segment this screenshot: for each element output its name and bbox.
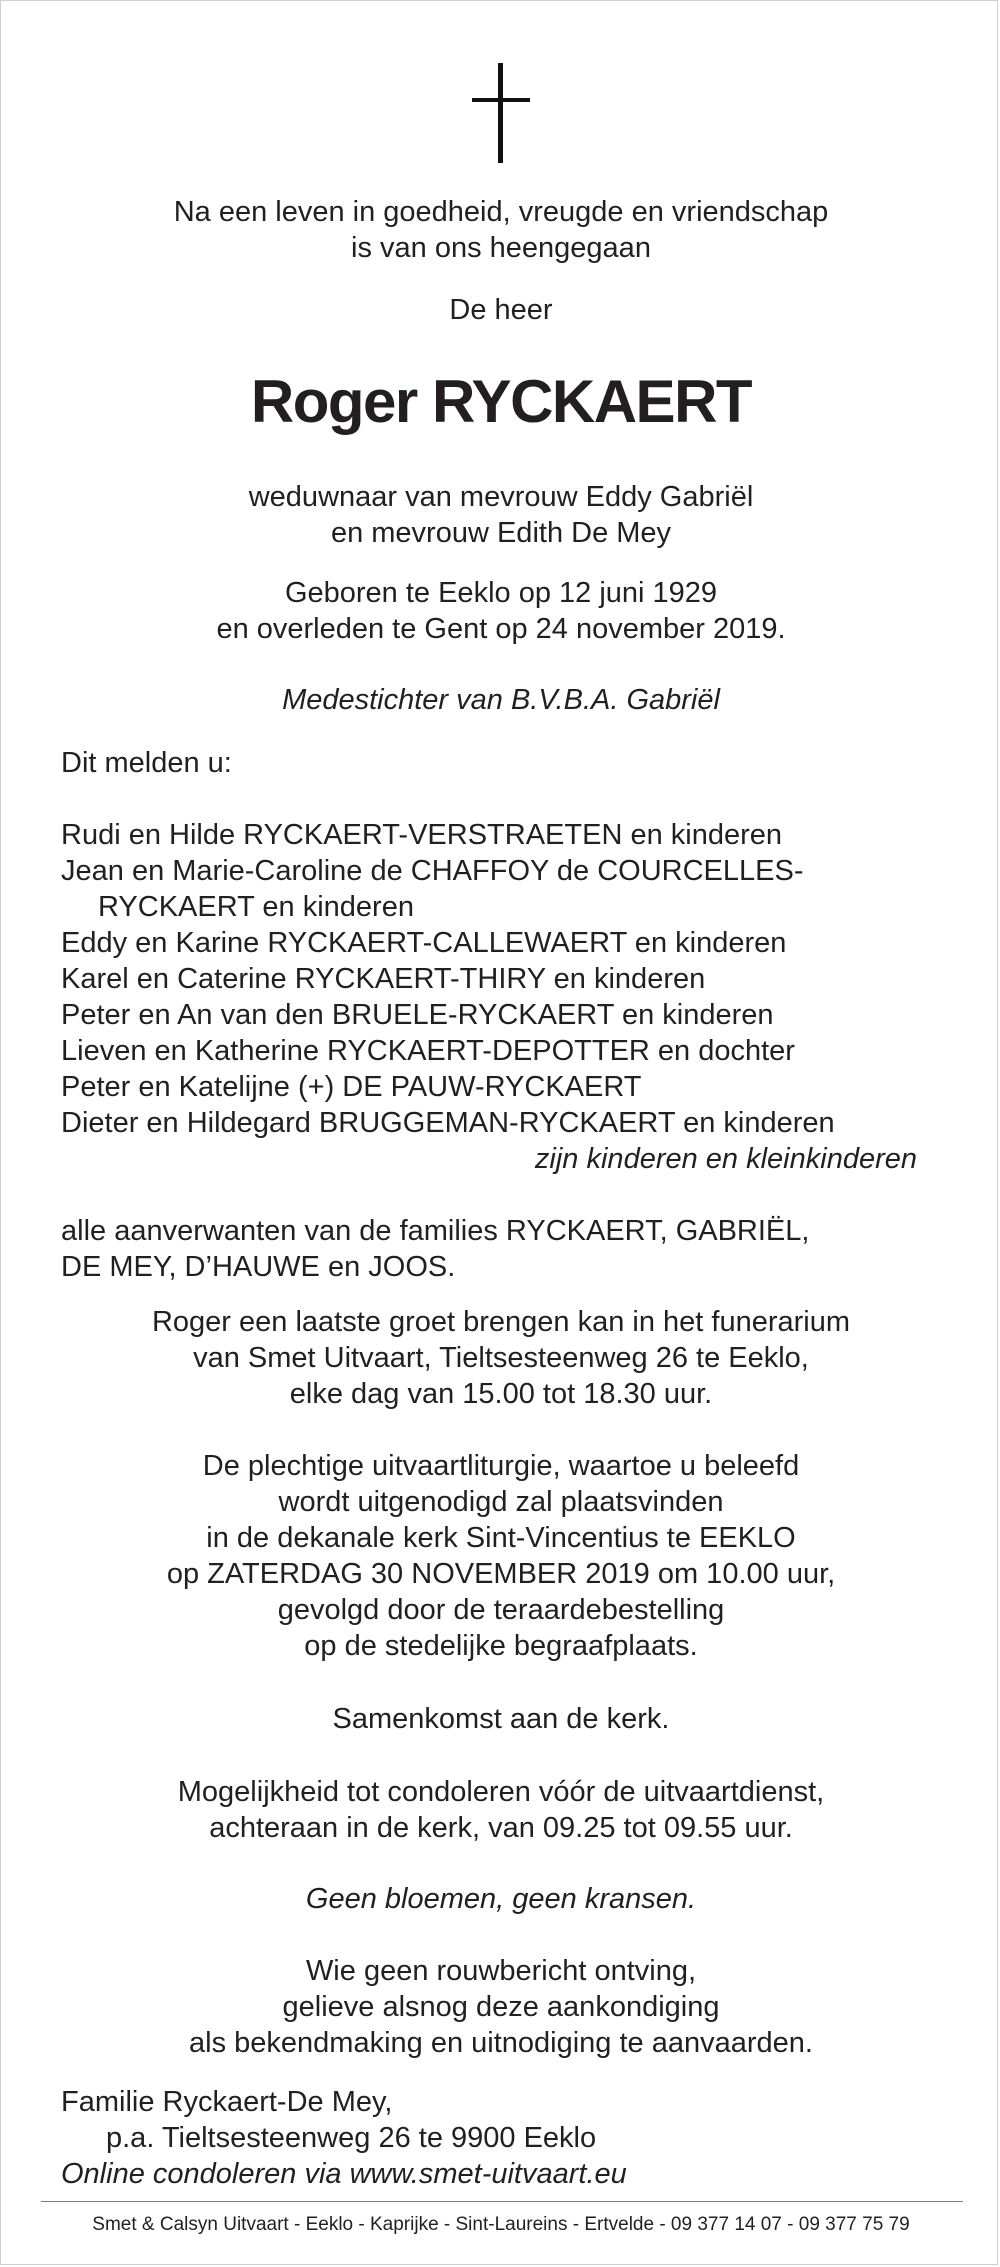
funeral-line: op de stedelijke begraafplaats. [304,1630,698,1662]
cross-icon [472,63,530,163]
notice-line: als bekendmaking en uitnodiging te aanvaarden. [189,2027,813,2059]
death-line: en overleden te Gent op 24 november 2019. [216,613,786,645]
family-caption: zijn kinderen en kleinkinderen [534,1143,917,1175]
widower-line-1: weduwnaar van mevrouw Eddy Gabriël [248,481,754,513]
salutation: De heer [449,294,553,326]
condolences-line: Mogelijkheid tot condoleren vóór de uitvaartdienst, [177,1776,825,1808]
birth-line: Geboren te Eeklo op 12 juni 1929 [284,577,718,609]
family-line: Peter en An van den BRUELE-RYCKAERT en kinderen [61,999,774,1031]
family-line: Eddy en Karine RYCKAERT-CALLEWAERT en kinderen [61,927,787,959]
family-line: Jean en Marie-Caroline de CHAFFOY de COURCELLES- [61,855,804,887]
visitation-line: elke dag van 15.00 tot 18.30 uur. [289,1378,713,1410]
family-line: Dieter en Hildegard BRUGGEMAN-RYCKAERT en kinderen [61,1107,835,1139]
funeral-line: wordt uitgenodigd zal plaatsvinden [278,1486,724,1518]
funeral-line: op ZATERDAG 30 NOVEMBER 2019 om 10.00 uur, [166,1558,836,1590]
family-line: Karel en Caterine RYCKAERT-THIRY en kinderen [61,963,706,995]
notice-line: Wie geen rouwbericht ontving, [305,1955,697,1987]
gathering: Samenkomst aan de kerk. [332,1703,670,1735]
deceased-name: Roger RYCKAERT [250,368,752,435]
contact-family: Familie Ryckaert-De Mey, [61,2086,393,2118]
footer-undertaker: Smet & Calsyn Uitvaart - Eeklo - Kaprijke - Sint-Laureins - Ertvelde - 09 377 14 07 - 09 377 75 79 [92,2214,910,2235]
visitation-line: Roger een laatste groet brengen kan in het funerarium [151,1306,851,1338]
condolences-line: achteraan in de kerk, van 09.25 tot 09.55 uur. [209,1812,793,1844]
family-line: Lieven en Katherine RYCKAERT-DEPOTTER en dochter [61,1035,795,1067]
relatives-line-1: alle aanverwanten van de families RYCKAERT, GABRIËL, [61,1215,810,1247]
announced-by: Dit melden u: [61,747,232,779]
funeral-line: De plechtige uitvaartliturgie, waartoe u beleefd [202,1450,800,1482]
visitation-line: van Smet Uitvaart, Tieltsesteenweg 26 te Eeklo, [193,1342,809,1374]
no-flowers: Geen bloemen, geen kransen. [305,1883,697,1915]
funeral-line: gevolgd door de teraardebestelling [277,1594,725,1626]
title-line: Medestichter van B.V.B.A. Gabriël [282,684,720,716]
widower-line-2: en mevrouw Edith De Mey [330,517,672,549]
footer-divider [41,2201,963,2202]
family-line: Rudi en Hilde RYCKAERT-VERSTRAETEN en kinderen [61,819,783,851]
family-line: Peter en Katelijne (+) DE PAUW-RYCKAERT [61,1071,642,1103]
online-condolences-link[interactable]: Online condoleren via www.smet-uitvaart.eu [61,2158,627,2190]
family-line: RYCKAERT en kinderen [98,891,414,923]
funeral-line: in de dekanale kerk Sint-Vincentius te EEKLO [206,1522,796,1554]
relatives-line-2: DE MEY, D’HAUWE en JOOS. [61,1251,456,1283]
intro-line-2: is van ons heengegaan [351,232,651,264]
contact-address: p.a. Tieltsesteenweg 26 te 9900 Eeklo [106,2122,597,2154]
notice-line: gelieve alsnog deze aankondiging [282,1991,720,2023]
intro-line-1: Na een leven in goedheid, vreugde en vriendschap [173,196,829,228]
